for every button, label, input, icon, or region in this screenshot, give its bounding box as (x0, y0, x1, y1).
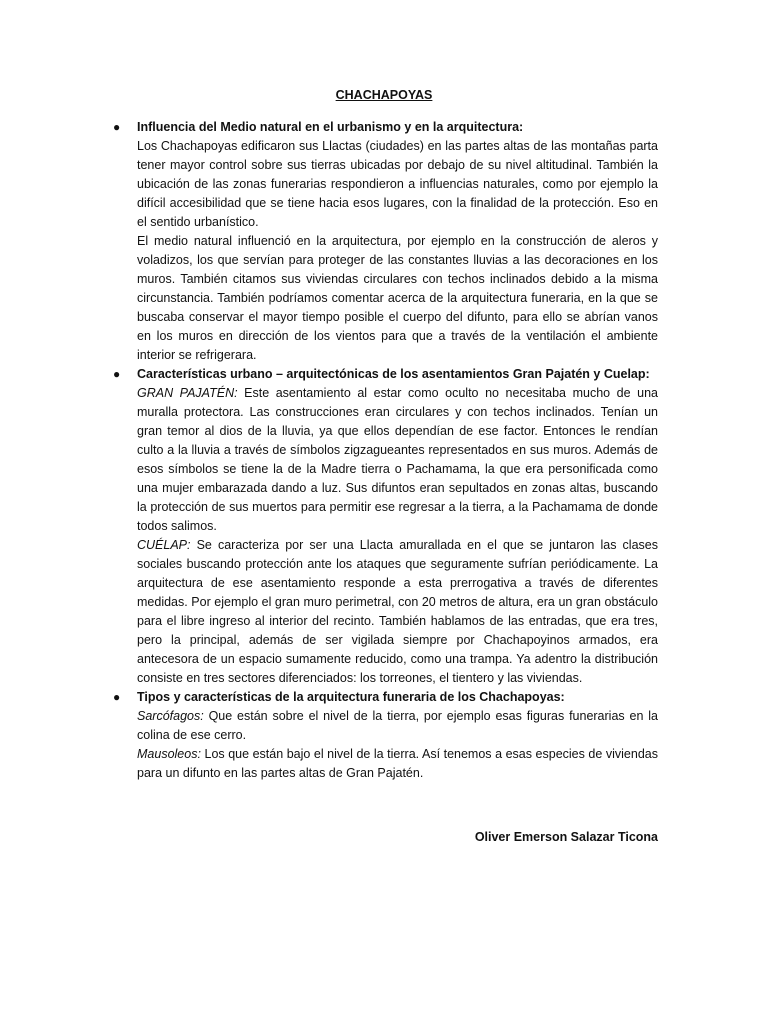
section-asentamientos (110, 365, 658, 688)
section-heading: Tipos y características de la arquitectura funeraria de los Chachapoyas: (137, 690, 565, 704)
section-heading: Características urbano – arquitectónicas de los asentamientos Gran Pajatén y Cuelap: (137, 367, 650, 381)
paragraph-text: Este asentamiento al estar como oculto no necesitaba mucho de una muralla protectora. Las construcciones eran circulares y con techos inclinados. Tenían un gran temor al dios de la lluvia, ya que ellos dependían de ese factor. Entonces le rendían culto a la lluvia a través de símbolos zigzagueantes representados en sus muros. Además de esos símbolos se tiene la de la Madre tierra o Pachamama, la que era personificada como una mujer embarazada dando a luz. Sus difuntos eran sepultados en zonas altas, buscando la protección de sus muertos para permitir ese regresar a la tierra, a la Pachamama de donde todos salimos. (137, 386, 658, 533)
bullet-icon: ● (113, 120, 121, 134)
section-list (110, 118, 658, 783)
bullet-icon: ● (113, 367, 121, 381)
page-title: CHACHAPOYAS (335, 88, 433, 102)
paragraph-text: Se caracteriza por ser una Llacta amurallada en el que se juntaron las clases sociales buscando protección ante los ataques que seguramente sufrían periódicamente. La arquitectura de ese asentamiento responde a esta prerrogativa a través de diferentes medidas. Por ejemplo el gran muro perimetral, con 20 metros de altura, era un gran obstáculo para el libre ingreso al interior del recinto. También hablamos de las entradas, que era tres, pero la principal, además de ser vigilada siempre por Chachapoyinos armados, era antecesora de un espacio sumamente reducido, como una trampa. Ya adentro la distribución consiste en tres sectores diferenciados: los torreones, el tientero y las viviendas. (137, 538, 658, 685)
section-paragraph (137, 137, 658, 232)
section-paragraph (137, 232, 658, 365)
paragraph-text: Los Chachapoyas edificaron sus Llactas (ciudades) en las partes altas de las montañas parta tener mayor control sobre sus tierras ubicadas por debajo de su nivel altitudinal. También la ubicación de las zonas funerarias respondieron a influencias naturales, como por ejemplo la difícil accesibilidad que se tiene hacia esos lugares, con la finalidad de la protección. Eso en el sentido urbanístico. (137, 139, 658, 229)
paragraph-text: El medio natural influenció en la arquitectura, por ejemplo en la construcción de aleros y voladizos, los que servían para proteger de las constantes lluvias a las decoraciones en los muros. También citamos sus viviendas circulares con techos inclinados debido a la misma circunstancia. También podríamos comentar acerca de la arquitectura funeraria, en la que se buscaba conservar el mayor tiempo posible el cuerpo del difunto, para ello se abrían vanos en los muros en dirección de los vientos para que a través de la ventilación el ambiente interior se refrigerara. (137, 234, 658, 362)
paragraph-label: Sarcófagos: (137, 709, 204, 723)
paragraph-text: Que están sobre el nivel de la tierra, por ejemplo esas figuras funerarias en la colina de ese cerro. (137, 709, 658, 742)
author-signature: Oliver Emerson Salazar Ticona (474, 830, 658, 844)
section-medio-natural (110, 118, 658, 365)
paragraph-label: Mausoleos: (137, 747, 201, 761)
section-paragraph (137, 707, 658, 745)
section-paragraph (137, 745, 658, 783)
paragraph-label: CUÉLAP: (137, 538, 191, 552)
paragraph-text: Los que están bajo el nivel de la tierra. Así tenemos a esas especies de viviendas para un difunto en las partes altas de Gran Pajatén. (137, 747, 658, 780)
section-heading: Influencia del Medio natural en el urbanismo y en la arquitectura: (137, 120, 524, 134)
section-paragraph (137, 536, 658, 688)
bullet-icon: ● (113, 690, 121, 704)
section-arquitectura-funeraria (110, 688, 658, 783)
section-paragraph (137, 384, 658, 536)
paragraph-label: GRAN PAJATÉN: (137, 386, 238, 400)
